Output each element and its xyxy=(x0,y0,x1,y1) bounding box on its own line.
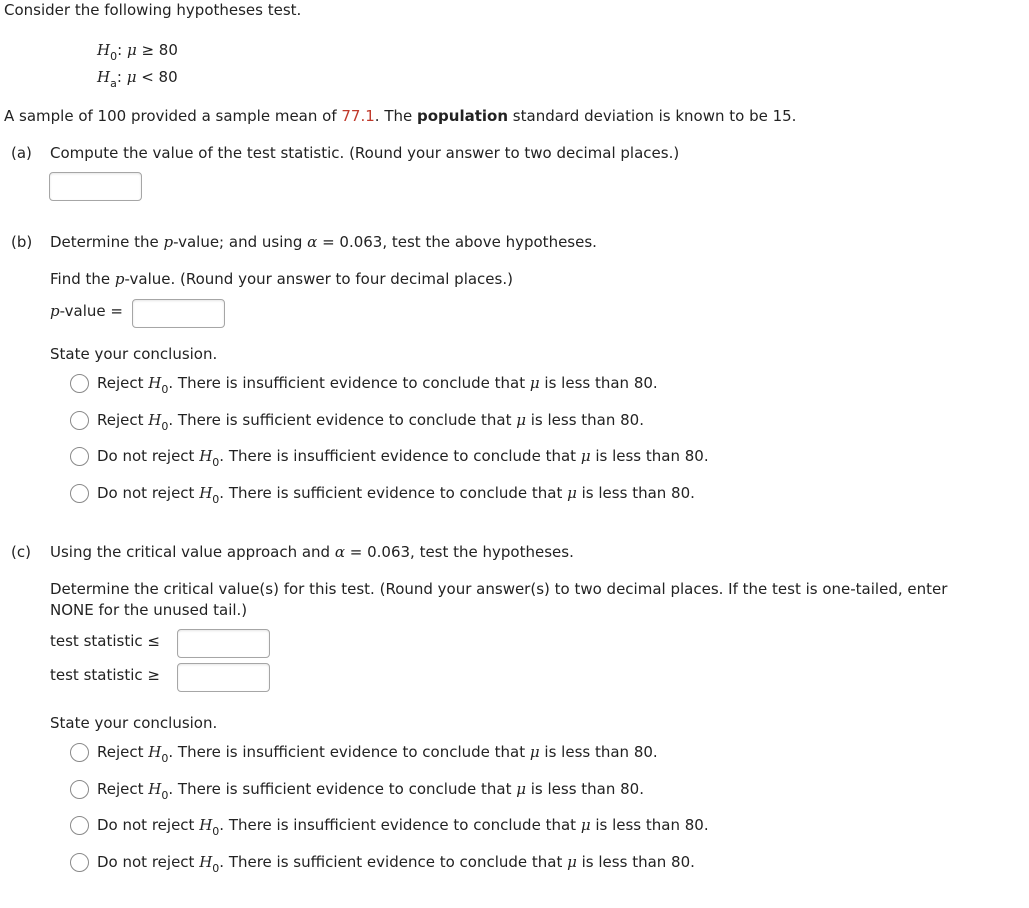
part-b-q-post: = 0.063, test the above hypotheses. xyxy=(317,233,597,251)
critical-value-lower-input[interactable] xyxy=(177,629,270,658)
opt-sub: 0 xyxy=(161,789,169,802)
part-b-letter: (b) xyxy=(11,233,33,251)
sample-part2: . The xyxy=(374,107,417,125)
opt-sub: 0 xyxy=(212,493,220,506)
opt-pre: Do not reject xyxy=(97,816,200,834)
opt-sub: 0 xyxy=(212,862,220,875)
part-b-q-mid: -value; and using xyxy=(173,233,308,251)
pvalue-label-text: -value = xyxy=(59,302,123,320)
opt-mid: . There is sufficient evidence to conclude that xyxy=(219,853,568,871)
opt-mu: μ xyxy=(580,447,591,465)
ha-symbol: H xyxy=(97,68,111,86)
sample-sentence xyxy=(4,106,796,126)
opt-mid: . There is insufficient evidence to conclude that xyxy=(219,447,581,465)
part-b-q-pre: Determine the xyxy=(50,233,164,251)
part-c-option-1-radio[interactable] xyxy=(70,743,89,762)
part-c-conclusion-label: State your conclusion. xyxy=(50,714,218,732)
part-c-q-pre: Using the critical value approach and xyxy=(50,543,335,561)
opt-post: is less than 80. xyxy=(590,816,709,834)
part-c-question xyxy=(50,542,574,562)
part-c-alpha: α xyxy=(334,543,345,561)
part-a-letter: (a) xyxy=(11,144,32,162)
h0-relation: ≥ 80 xyxy=(141,41,178,59)
find-pre: Find the xyxy=(50,270,115,288)
part-b-question xyxy=(50,232,597,252)
opt-mid: . There is insufficient evidence to conclude that xyxy=(168,374,530,392)
opt-h: H xyxy=(148,743,162,761)
opt-post: is less than 80. xyxy=(539,743,658,761)
ha-colon: : xyxy=(116,68,122,86)
part-c-option-4-label[interactable] xyxy=(97,852,695,874)
pvalue-input[interactable] xyxy=(132,299,225,328)
part-b-conclusion-label: State your conclusion. xyxy=(50,345,218,363)
h0-symbol: H xyxy=(97,41,111,59)
find-p: p xyxy=(114,270,125,288)
part-c-option-3-radio[interactable] xyxy=(70,816,89,835)
part-b-option-3-radio[interactable] xyxy=(70,447,89,466)
opt-h: H xyxy=(148,374,162,392)
part-b-alpha: α xyxy=(307,233,318,251)
pvalue-label xyxy=(50,301,123,321)
part-c-option-1-label[interactable] xyxy=(97,742,658,764)
sample-part3: standard deviation is known to be 15. xyxy=(508,107,797,125)
opt-mid: . There is insufficient evidence to conclude that xyxy=(168,743,530,761)
opt-sub: 0 xyxy=(161,383,169,396)
h0-mu: μ xyxy=(126,41,137,59)
intro-text: Consider the following hypotheses test. xyxy=(4,1,302,19)
part-b-option-4-label[interactable] xyxy=(97,483,695,505)
part-b-option-4-radio[interactable] xyxy=(70,484,89,503)
opt-sub: 0 xyxy=(161,752,169,765)
alternative-hypothesis xyxy=(97,67,178,89)
critical-value-instruction-line2: NONE for the unused tail.) xyxy=(50,601,248,619)
opt-mu: μ xyxy=(516,780,526,798)
opt-h: H xyxy=(148,780,162,798)
opt-sub: 0 xyxy=(212,825,220,838)
part-c-option-4-radio[interactable] xyxy=(70,853,89,872)
opt-pre: Reject xyxy=(97,411,149,429)
opt-pre: Reject xyxy=(97,374,149,392)
part-a-question: Compute the value of the test statistic. (Round your answer to two decimal places.) xyxy=(50,144,680,162)
pvalue-p: p xyxy=(50,302,60,320)
opt-h: H xyxy=(148,411,162,429)
opt-h: H xyxy=(199,447,213,465)
opt-post: is less than 80. xyxy=(525,780,644,798)
find-post: -value. (Round your answer to four decimal places.) xyxy=(124,270,513,288)
opt-pre: Do not reject xyxy=(97,447,200,465)
opt-sub: 0 xyxy=(212,456,220,469)
opt-h: H xyxy=(199,484,213,502)
test-statistic-input[interactable] xyxy=(49,172,142,201)
opt-h: H xyxy=(199,816,213,834)
opt-post: is less than 80. xyxy=(590,447,709,465)
test-statistic-ge-label: test statistic ≥ xyxy=(50,666,160,684)
opt-post: is less than 80. xyxy=(576,853,695,871)
part-c-option-3-label[interactable] xyxy=(97,815,709,837)
part-b-option-2-label[interactable] xyxy=(97,410,644,432)
part-b-option-2-radio[interactable] xyxy=(70,411,89,430)
opt-mu: μ xyxy=(567,484,577,502)
opt-mid: . There is sufficient evidence to conclude that xyxy=(219,484,568,502)
opt-mid: . There is insufficient evidence to conclude that xyxy=(219,816,581,834)
opt-mu: μ xyxy=(529,743,540,761)
opt-pre: Reject xyxy=(97,743,149,761)
sample-part1: A sample of 100 provided a sample mean of xyxy=(4,107,342,125)
h0-subscript: 0 xyxy=(110,50,118,63)
sample-mean-value: 77.1 xyxy=(341,107,375,125)
opt-post: is less than 80. xyxy=(539,374,658,392)
part-b-option-1-radio[interactable] xyxy=(70,374,89,393)
sample-bold-word: population xyxy=(417,107,509,125)
part-c-option-2-label[interactable] xyxy=(97,779,644,801)
opt-mid: . There is sufficient evidence to conclude that xyxy=(168,411,517,429)
opt-mu: μ xyxy=(516,411,526,429)
opt-post: is less than 80. xyxy=(525,411,644,429)
test-statistic-le-label: test statistic ≤ xyxy=(50,632,160,650)
opt-sub: 0 xyxy=(161,420,169,433)
opt-pre: Do not reject xyxy=(97,484,200,502)
ha-subscript: a xyxy=(110,77,117,90)
part-b-option-1-label[interactable] xyxy=(97,373,658,395)
opt-post: is less than 80. xyxy=(576,484,695,502)
critical-value-instruction-line1: Determine the critical value(s) for this test. (Round your answer(s) to two decimal places. If the test is one-tailed, enter xyxy=(50,580,948,598)
opt-mu: μ xyxy=(529,374,540,392)
ha-mu: μ xyxy=(126,68,137,86)
null-hypothesis xyxy=(97,40,178,62)
part-c-q-post: = 0.063, test the hypotheses. xyxy=(344,543,574,561)
part-b-option-3-label[interactable] xyxy=(97,446,709,468)
part-c-letter: (c) xyxy=(11,543,31,561)
ha-relation: < 80 xyxy=(141,68,178,86)
opt-mid: . There is sufficient evidence to conclude that xyxy=(168,780,517,798)
part-c-option-2-radio[interactable] xyxy=(70,780,89,799)
part-b-q-p: p xyxy=(163,233,174,251)
opt-pre: Do not reject xyxy=(97,853,200,871)
opt-mu: μ xyxy=(567,853,577,871)
critical-value-upper-input[interactable] xyxy=(177,663,270,692)
opt-h: H xyxy=(199,853,213,871)
opt-mu: μ xyxy=(580,816,591,834)
find-pvalue-instruction xyxy=(50,269,513,289)
opt-pre: Reject xyxy=(97,780,149,798)
h0-colon: : xyxy=(117,41,123,59)
